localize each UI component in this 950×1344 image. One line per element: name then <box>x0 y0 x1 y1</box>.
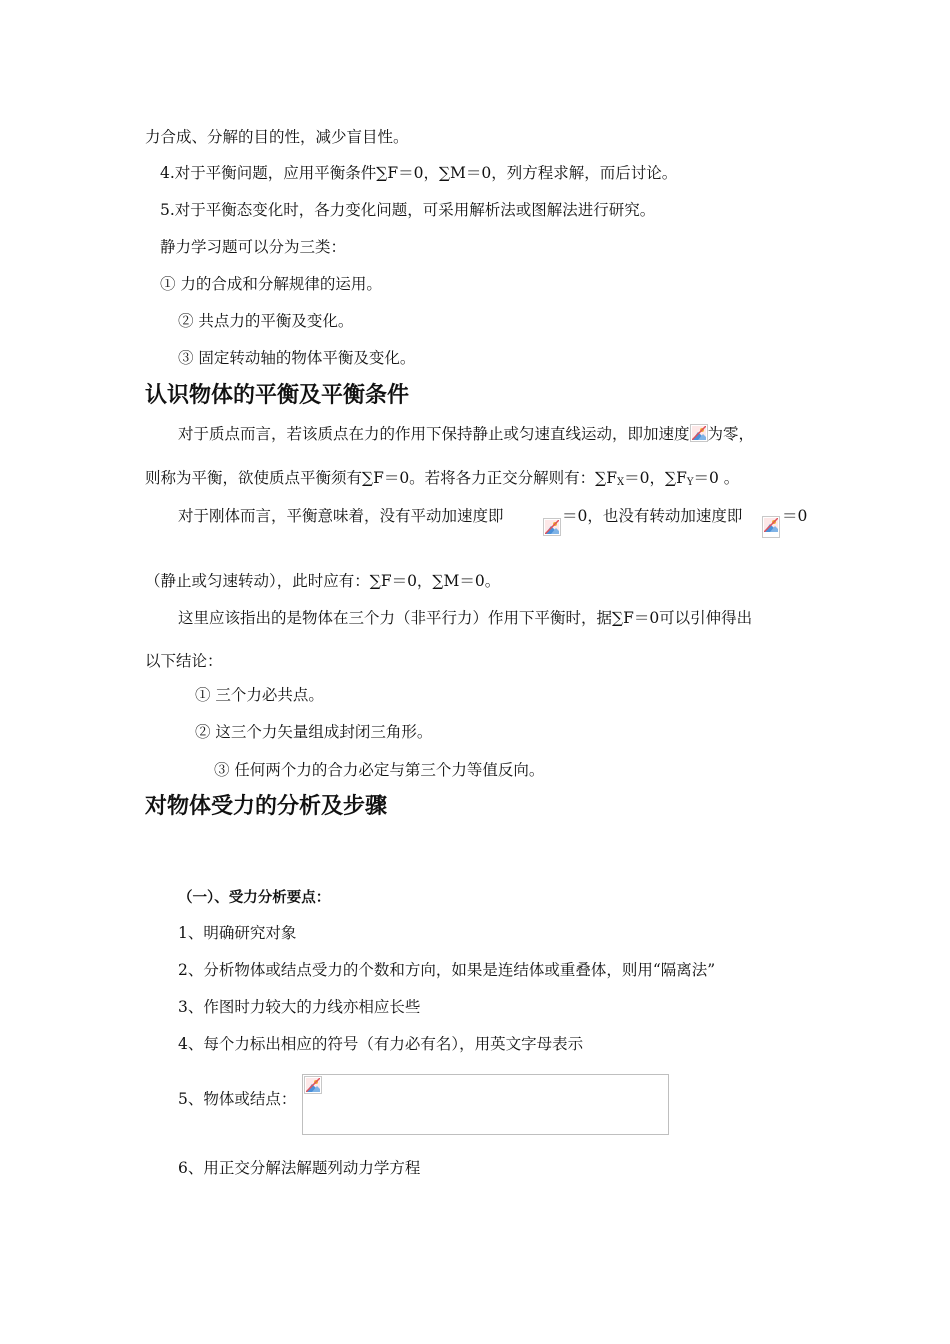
list-item: ② 共点力的平衡及变化。 <box>178 312 354 330</box>
broken-image-icon <box>762 516 780 538</box>
list-item: 6、用正交分解法解题列动力学方程 <box>178 1159 421 1177</box>
image-placeholder-frame <box>302 1074 669 1135</box>
text-line: 静力学习题可以分为三类： <box>160 238 347 256</box>
list-item: ① 三个力必共点。 <box>195 686 324 704</box>
section-heading: 对物体受力的分析及步骤 <box>145 794 388 819</box>
subsection-heading: （一）、受力分析要点： <box>178 889 331 906</box>
paragraph-line: 以下结论： <box>145 652 223 670</box>
paragraph-text: ＝0，也没有转动加速度即 <box>562 507 743 525</box>
paragraph-line: （静止或匀速转动），此时应有：∑F＝0，∑M＝0。 <box>145 572 501 590</box>
list-item: ③ 任何两个力的合力必定与第三个力等值反向。 <box>214 761 545 779</box>
text-line: 力合成、分解的目的性，减少盲目性。 <box>145 128 409 146</box>
broken-image-icon <box>543 518 561 536</box>
list-item: 5、物体或结点： <box>178 1090 297 1108</box>
list-item: ③ 固定转动轴的物体平衡及变化。 <box>178 349 416 367</box>
subscript: Y <box>686 477 694 488</box>
paragraph-text: 则称为平衡，欲使质点平衡须有∑F＝0。若将各力正交分解则有：∑F <box>145 469 618 487</box>
list-item: ② 这三个力矢量组成封闭三角形。 <box>195 723 433 741</box>
paragraph-line <box>145 468 739 493</box>
list-item: 4、每个力标出相应的符号（有力必有名），用英文字母表示 <box>178 1035 584 1053</box>
paragraph-line <box>178 506 504 526</box>
list-item: 3、作图时力较大的力线亦相应长些 <box>178 998 421 1016</box>
section-heading: 认识物体的平衡及平衡条件 <box>145 383 410 408</box>
list-item: ① 力的合成和分解规律的运用。 <box>160 275 382 293</box>
paragraph-text: 对于刚体而言，平衡意味着，没有平动加速度即 <box>178 507 504 525</box>
list-item: 1、明确研究对象 <box>178 924 297 942</box>
text-line: 4.对于平衡问题，应用平衡条件∑F＝0，∑M＝0，列方程求解，而后讨论。 <box>160 164 678 182</box>
paragraph-text: ＝0 <box>782 507 808 525</box>
paragraph-text: ＝0 。 <box>693 469 740 487</box>
paragraph-text: 为零， <box>707 425 755 443</box>
paragraph-text: ＝0，∑F <box>624 469 687 487</box>
paragraph-line: 这里应该指出的是物体在三个力（非平行力）作用下平衡时，据∑F＝0可以引伸得出 <box>178 609 753 627</box>
subscript: X <box>617 477 625 488</box>
text-line: 5.对于平衡态变化时，各力变化问题，可采用解析法或图解法进行研究。 <box>160 201 656 219</box>
broken-image-icon <box>690 424 708 442</box>
broken-image-icon <box>304 1076 322 1094</box>
list-item: 2、分析物体或结点受力的个数和方向，如果是连结体或重叠体，则用“隔离法” <box>178 961 716 979</box>
paragraph-line <box>178 424 754 444</box>
paragraph-text: 对于质点而言，若该质点在力的作用下保持静止或匀速直线运动，即加速度 <box>178 425 690 443</box>
